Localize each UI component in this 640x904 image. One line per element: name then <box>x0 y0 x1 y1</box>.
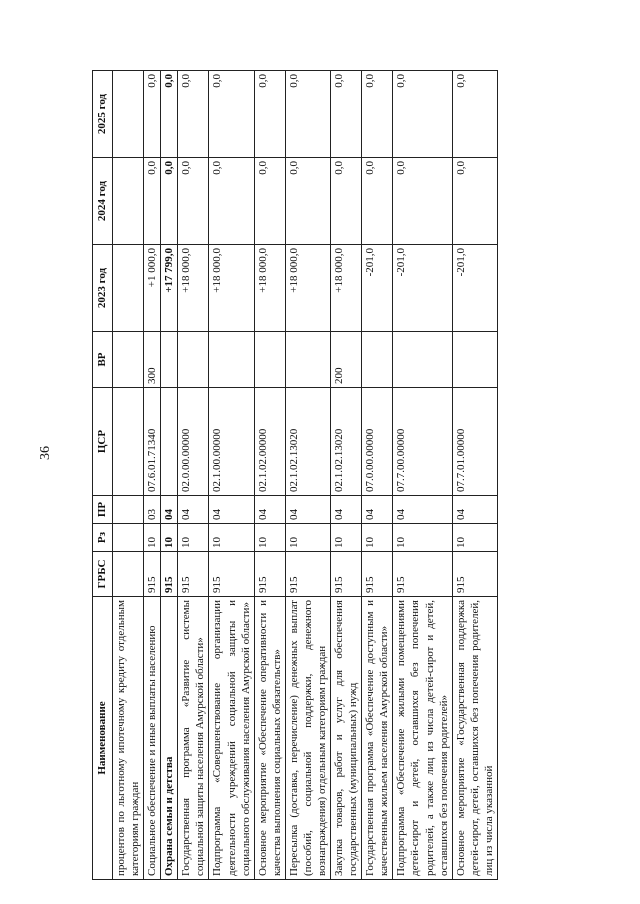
cell-rz: 10 <box>144 524 161 552</box>
cell-pr: 04 <box>178 496 209 524</box>
cell-name: Закупка товаров, работ и услуг для обеспечения государственных (муниципальных) нужд <box>331 597 362 880</box>
cell-rz <box>113 524 144 552</box>
table-header-row <box>93 71 113 880</box>
cell-rz: 10 <box>254 524 285 552</box>
cell-vr <box>362 332 393 388</box>
cell-2024: 0,0 <box>178 158 209 245</box>
cell-2023: -201,0 <box>393 245 452 332</box>
cell-2024 <box>113 158 144 245</box>
cell-2024: 0,0 <box>331 158 362 245</box>
cell-pr: 04 <box>209 496 254 524</box>
cell-2025: 0,0 <box>178 71 209 158</box>
cell-grbs: 915 <box>362 552 393 597</box>
cell-grbs: 915 <box>161 552 178 597</box>
cell-2023: +18 000,0 <box>209 245 254 332</box>
header-csr: ЦСР <box>93 388 113 496</box>
header-vr: ВР <box>93 332 113 388</box>
table-row <box>178 71 209 880</box>
header-2025: 2025 год <box>93 71 113 158</box>
cell-vr: 200 <box>331 332 362 388</box>
cell-vr: 300 <box>144 332 161 388</box>
cell-2023 <box>113 245 144 332</box>
cell-2025: 0,0 <box>393 71 452 158</box>
cell-pr: 04 <box>331 496 362 524</box>
cell-rz: 10 <box>285 524 330 552</box>
cell-2025: 0,0 <box>254 71 285 158</box>
cell-2025: 0,0 <box>452 71 497 158</box>
cell-csr: 02.0.00.00000 <box>178 388 209 496</box>
cell-2023: +18 000,0 <box>254 245 285 332</box>
cell-2024: 0,0 <box>144 158 161 245</box>
cell-vr <box>452 332 497 388</box>
cell-name: Подпрограмма «Совершенствование организации деятельности учреждений социальной защиты и социального обслуживания населения Амурской области» <box>209 597 254 880</box>
cell-grbs: 915 <box>452 552 497 597</box>
cell-grbs: 915 <box>144 552 161 597</box>
cell-2025: 0,0 <box>285 71 330 158</box>
cell-pr: 04 <box>452 496 497 524</box>
table-row <box>209 71 254 880</box>
cell-rz: 10 <box>452 524 497 552</box>
cell-2023: +17 799,0 <box>161 245 178 332</box>
cell-rz: 10 <box>362 524 393 552</box>
cell-grbs: 915 <box>209 552 254 597</box>
cell-grbs: 915 <box>285 552 330 597</box>
cell-rz: 10 <box>161 524 178 552</box>
table-row <box>285 71 330 880</box>
cell-2024: 0,0 <box>362 158 393 245</box>
cell-vr <box>161 332 178 388</box>
cell-vr <box>178 332 209 388</box>
cell-pr: 03 <box>144 496 161 524</box>
cell-rz: 10 <box>178 524 209 552</box>
cell-grbs <box>113 552 144 597</box>
cell-2025: 0,0 <box>144 71 161 158</box>
cell-vr <box>254 332 285 388</box>
cell-csr: 07.7.01.00000 <box>452 388 497 496</box>
cell-pr: 04 <box>393 496 452 524</box>
table-row-subtotal <box>161 71 178 880</box>
cell-csr: 02.1.00.00000 <box>209 388 254 496</box>
cell-name: Пересылка (доставка, перечисление) денежных выплат (пособий, социальной поддержки, денежного вознаграждения) отдельным категориям граждан <box>285 597 330 880</box>
cell-pr: 04 <box>285 496 330 524</box>
cell-name: процентов по льготному ипотечному кредиту отдельным категориям граждан <box>113 597 144 880</box>
header-2024: 2024 год <box>93 158 113 245</box>
cell-vr <box>285 332 330 388</box>
cell-grbs: 915 <box>178 552 209 597</box>
table-row <box>113 71 144 880</box>
cell-grbs: 915 <box>393 552 452 597</box>
cell-name: Основное мероприятие «Государственная поддержка детей-сирот, детей, оставшихся без попечения родителей, лиц из числа указанной <box>452 597 497 880</box>
cell-2023: +18 000,0 <box>178 245 209 332</box>
cell-name: Государственная программа «Обеспечение доступным и качественным жильем населения Амурской области» <box>362 597 393 880</box>
cell-csr: 07.6.01.71340 <box>144 388 161 496</box>
cell-vr <box>209 332 254 388</box>
cell-2023: -201,0 <box>452 245 497 332</box>
cell-2024: 0,0 <box>452 158 497 245</box>
table-row <box>254 71 285 880</box>
cell-2024: 0,0 <box>209 158 254 245</box>
header-2023: 2023 год <box>93 245 113 332</box>
cell-2023: +18 000,0 <box>331 245 362 332</box>
cell-name: Охрана семьи и детства <box>161 597 178 880</box>
header-name: Наименование <box>93 597 113 880</box>
cell-2024: 0,0 <box>254 158 285 245</box>
cell-pr: 04 <box>161 496 178 524</box>
cell-2025 <box>113 71 144 158</box>
header-pr: ПР <box>93 496 113 524</box>
cell-name: Социальное обеспечение и иные выплаты населению <box>144 597 161 880</box>
cell-2023: -201,0 <box>362 245 393 332</box>
cell-name: Подпрограмма «Обеспечение жилыми помещениями детей-сирот и детей, оставшихся без попечения родителей, а также лиц из числа детей-сирот и детей, оставшихся без попечения родителей» <box>393 597 452 880</box>
table-row <box>331 71 362 880</box>
cell-csr <box>113 388 144 496</box>
header-rz: Рз <box>93 524 113 552</box>
header-grbs: ГРБС <box>93 552 113 597</box>
cell-pr: 04 <box>254 496 285 524</box>
cell-csr: 02.1.02.13020 <box>331 388 362 496</box>
cell-grbs: 915 <box>331 552 362 597</box>
cell-vr <box>113 332 144 388</box>
cell-pr <box>113 496 144 524</box>
cell-name: Государственная программа «Развитие системы социальной защиты населения Амурской области» <box>178 597 209 880</box>
cell-rz: 10 <box>393 524 452 552</box>
cell-2025: 0,0 <box>161 71 178 158</box>
cell-vr <box>393 332 452 388</box>
cell-csr: 07.7.00.00000 <box>393 388 452 496</box>
cell-csr: 07.0.00.00000 <box>362 388 393 496</box>
table-row <box>362 71 393 880</box>
table-row <box>393 71 452 880</box>
cell-name: Основное мероприятие «Обеспечение оперативности и качества выполнения социальных обязательств» <box>254 597 285 880</box>
page-number: 36 <box>38 446 53 460</box>
cell-2023: +18 000,0 <box>285 245 330 332</box>
table-row <box>452 71 497 880</box>
cell-2025: 0,0 <box>331 71 362 158</box>
cell-csr: 02.1.02.13020 <box>285 388 330 496</box>
cell-rz: 10 <box>331 524 362 552</box>
cell-2025: 0,0 <box>209 71 254 158</box>
cell-pr: 04 <box>362 496 393 524</box>
budget-table <box>92 70 498 880</box>
cell-2024: 0,0 <box>393 158 452 245</box>
cell-2023: +1 000,0 <box>144 245 161 332</box>
cell-2024: 0,0 <box>161 158 178 245</box>
cell-csr: 02.1.02.00000 <box>254 388 285 496</box>
cell-csr <box>161 388 178 496</box>
landscape-table-container <box>92 72 628 880</box>
cell-2024: 0,0 <box>285 158 330 245</box>
cell-rz: 10 <box>209 524 254 552</box>
table-row <box>144 71 161 880</box>
cell-grbs: 915 <box>254 552 285 597</box>
cell-2025: 0,0 <box>362 71 393 158</box>
